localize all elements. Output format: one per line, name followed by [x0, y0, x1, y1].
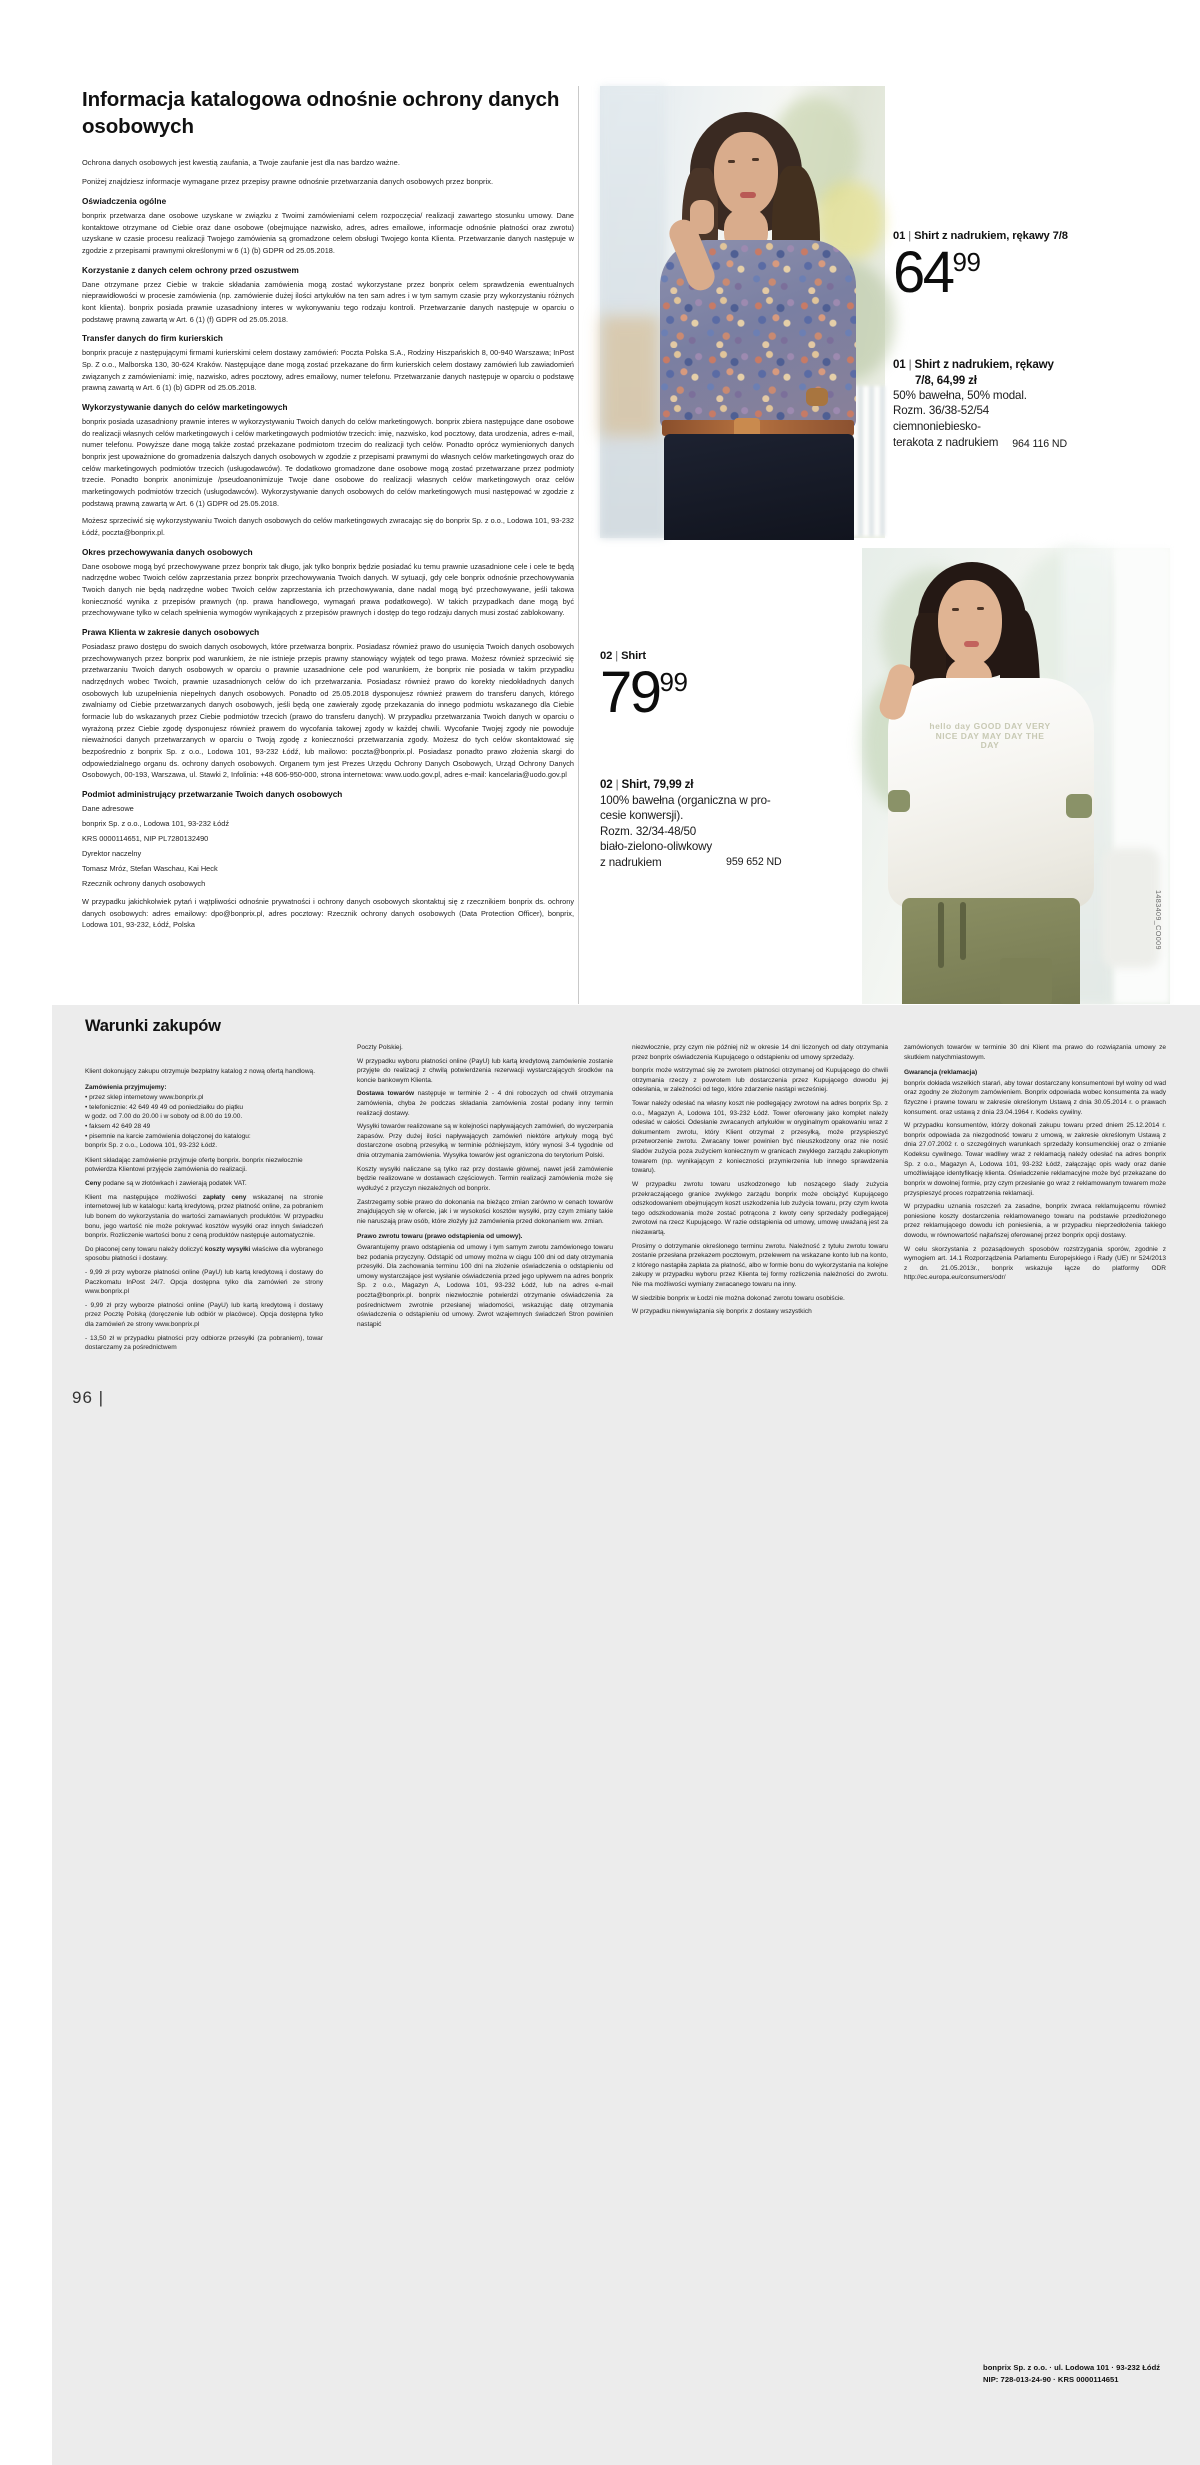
- product-1-article-number: 964 116 ND: [1012, 438, 1068, 451]
- prices-bold: Ceny: [85, 1180, 102, 1188]
- terms-section: [52, 1005, 1200, 2465]
- product-1-desc-title: Shirt z nadrukiem, rękawy: [914, 358, 1054, 372]
- privacy-body-rights: Posiadasz prawo dostępu do swoich danych osobowych, które przetwarza bonprix. Posiadasz również prawo do usunięcia Twoich danych osobowych przechowywanych przez bonprix pod warunkiem, że nie istnieje przepis prawny stanowiący wyjątek od tego prawa. Możesz również sprzeciwić się przetwarzaniu Twoich danych osobowych w oparciu o prawnie uzasadnione cele pod warunkiem, że bonprix nie posiada w takim przypadku nadrzędnych wobec Twoich, prawnie uzasadnionych celów do ich przetwarzania. Posiadasz również prawo do korekty niedokładnych danych osobowych lub uzupełnienia niepełnych danych osobowych. Ponadto od 25.05.2018 dysponujesz również prawem do transferu danych, którego zwalniamy od Ciebie przetwarzanych danych osobowych, jeśli będą one zawierały zgodę przekazania do innego podmiotu wskazanego dla Ciebie formacie lub do wskazanych przez Ciebie podmiotów trzecich (prawo do transferu danych). W przypadku przetwarzania Twoich danych w oparciu o wyrażoną przez Ciebie zgodę dysponujesz również prawem do wycofania takowej zgody w każdej chwili. Wycofanie Twojej zgody nie powoduje nieważności danych przetwarzanych w oparciu o Twoją zgodę z konieczności przetwarzania zgody. Możesz do tych celów skontaktować się bezpośrednio z bonprix Sp. z o.o., Lodowa 101, 93-232 Łódź, lub mailowo: poczta@bonprix.pl. Posiadasz ponadto prawo złożenia skargi do odpowiedzialnego organu ds. ochrony danych osobowych. Organem tym jest Prezes Urzędu Ochrony Danych Osobowych, Urząd Ochrony Danych Osobowych, 00-193, Warszawa, ul. Stawki 2, Infolinia: +48 606-950-000, strona internetowa: www.uodo.gov.pl, adres e-mail: kancelaria@uodo.gov.pl: [82, 642, 574, 780]
- company-address: bonprix Sp. z o.o. · ul. Lodowa 101 · 93-232 Łódź: [983, 2363, 1161, 2372]
- product-2-desc-title: Shirt, 79,99 zł: [621, 778, 694, 792]
- product-2-desc-separator: |: [615, 778, 619, 792]
- product-1-price-zloty: 64: [893, 240, 953, 305]
- delivery-paragraph-3: Koszty wysyłki naliczane są tylko raz przy dostawie głównej, nawet jeśli zamówienie będzie realizowane w dostawach częściowych. Termin realizacji zamówienia może się wydłużyć z przyczyn niezależnych od bonprix.: [357, 1165, 613, 1192]
- payment-paragraph: [85, 1193, 323, 1241]
- warranty-paragraph-4: W celu skorzystania z pozasądowych sposobów rozstrzygania sporów, zgodnie z wymogiem art. 14.1 Rozporządzenia Parlamentu Europejskiego i Rady (UE) nr 524/2013 z dn. 21.05.2013r., bonprix wskazuje łącze do platformy ODR http://ec.europa.eu/consumers/odr/: [904, 1245, 1166, 1282]
- product-2-shirt-print: hello day GOOD DAY VERY NICE DAY MAY DAY THE DAY: [929, 721, 1051, 751]
- product-1-photo: [600, 86, 885, 538]
- product-2-sizes: Rozm. 32/34-48/50: [600, 824, 697, 838]
- product-2-name: Shirt: [621, 650, 647, 662]
- controller-line-6: Rzecznik ochrony danych osobowych: [82, 878, 206, 888]
- product-1-desc-separator: |: [908, 358, 912, 372]
- terms-column-4: [904, 1043, 1166, 1287]
- shipping-option-1: - 9,99 zł przy wyborze płatności online (PayU) lub kartą kredytową i dostawy do Paczkomatu InPost 24/7. Opcja dostępna tylko dla zamówień ze strony www.bonprix.pl: [85, 1268, 323, 1296]
- privacy-heading-general: Oświadczenia ogólne: [82, 196, 167, 206]
- controller-line-1: Dane adresowe: [82, 804, 134, 814]
- product-2-separator: |: [615, 650, 619, 662]
- orders-item-4b: bonprix Sp. z o.o., Lodowa 101, 93-232 Łódź.: [85, 1142, 218, 1150]
- shipping-part-c: właściwe dla wybranego sposobu płatności i dostawy.: [85, 1245, 323, 1263]
- product-2-material-2: cesie konwersji).: [600, 809, 684, 823]
- returns-body: Gwarantujemy prawo odstąpienia od umowy i tym samym zwrotu zamówionego towaru bez podania przyczyny. Odstąpić od umowy można w ciągu 100 dni od daty otrzymania przesyłki. Dla zachowania terminu 100 dni na złożenie oświadczenia o odstąpieniu od umowy wystarczające jest wysłanie oświadczenia przed jego upływem na adres bonprix Sp. z o.o., Magazyn A, Lodowa 101, 93-232 Łódź, lub na adres e-mail poczta@bonprix.pl. bonprix niezwłocznie potwierdzi otrzymanie oświadczenia za pośrednictwem zwrotnie przesłanej wiadomości, wskazując datę otrzymania oświadczenia o odstąpieniu od umowy. Zwrot wzajemnych świadczeń Stron powinien nastąpić: [357, 1243, 613, 1328]
- shipping-option-3: - 13,50 zł w przypadku płatności przy odbiorze przesyłki (za pobraniem), towar dostarczamy za pośrednictwem: [85, 1334, 323, 1352]
- product-2-description: [600, 777, 865, 870]
- orders-item-3: • faksem 42 649 28 49: [85, 1123, 151, 1131]
- product-1-index: 01: [893, 230, 906, 242]
- product-1-price-cents: 99: [952, 247, 981, 277]
- terms-column-1: [85, 1067, 323, 1357]
- privacy-heading-marketing: Wykorzystywanie danych do celów marketingowych: [82, 402, 288, 412]
- product-2-price-zloty: 79: [600, 660, 660, 725]
- col4-paragraph-0: zamówionych towarów w terminie 30 dni Klient ma prawo do rozwiązania umowy ze skutkiem natychmiastowym.: [904, 1044, 1166, 1061]
- orders-item-4: • pisemnie na karcie zamówienia dołączonej do katalogu:: [85, 1132, 251, 1140]
- privacy-information-column: [82, 86, 574, 937]
- product-2-info: [600, 650, 865, 870]
- product-2-material-1: 100% bawełna (organiczna w pro-: [600, 793, 771, 807]
- shipping-cost-paragraph: [85, 1245, 323, 1264]
- col3-paragraph-2: bonprix może wstrzymać się ze zwrotem płatności otrzymanej od Kupującego do chwili otrzymania rzeczy z powrotem lub dostarczenia przez Kupującego dowodu jej odesłania, w zależności od tego, które zdarzenie nastąpi wcześniej.: [632, 1067, 888, 1094]
- privacy-lead-1: Ochrona danych osobowych jest kwestią zaufania, a Twoje zaufanie jest dla nas bardzo ważne.: [82, 157, 400, 167]
- privacy-closing: W przypadku jakichkolwiek pytań i wątpliwości odnośnie prywatności i ochrony danych osobowych skontaktuj się z rzecznikiem bonprix ds. ochrony danych osobowych: adres emailowy: dpo@bonprix.pl, adres pocztowy: Rzecznik ochrony danych osobowych (Data Protection Officer), bonprix, Lodowa 101, 93-232, Łódź, Polska: [82, 896, 574, 930]
- product-1-name: Shirt z nadrukiem, rękawy 7/8: [914, 230, 1068, 242]
- company-registration: NIP: 728-013-24-90 · KRS 0000114651: [983, 2374, 1119, 2384]
- product-1-material: 50% bawełna, 50% modal.: [893, 388, 1027, 402]
- delivery-paragraph-4: Zastrzegamy sobie prawo do dokonania na bieżąco zmian zarówno w cenach towarów znajdujących się w ofercie, jak i w wysokości kosztów wysyłki, przy czym zmiany takie nie naruszają praw osób, które złożyły już zamówienia przed dokonaniem ww. zmian.: [357, 1198, 613, 1225]
- privacy-heading-courier: Transfer danych do firm kurierskich: [82, 334, 223, 344]
- page-number: 96 |: [72, 1388, 105, 1407]
- terms-column-3: [632, 1043, 888, 1321]
- payment-bold: zapłaty ceny: [202, 1193, 247, 1201]
- product-1-color-2: terakota z nadrukiem: [893, 435, 999, 449]
- product-2-article-number: 959 652 ND: [726, 856, 782, 869]
- delivery-rest: następuje w terminie 2 - 4 dni roboczych od chwili otrzymania zamówienia, chyba że podczas składania zamówienia został podany inny termin realizacji dostawy.: [357, 1090, 613, 1117]
- returns-heading: Prawo zwrotu towaru (prawo odstąpienia od umowy).: [357, 1233, 523, 1241]
- terms-column-2: [357, 1043, 613, 1333]
- product-2-photo: [862, 548, 1170, 1004]
- shipping-bold: koszty wysyłki: [204, 1245, 251, 1253]
- product-2-color-1: biało-zielono-oliwkowy: [600, 840, 713, 854]
- privacy-heading-retention: Okres przechowywania danych osobowych: [82, 547, 253, 557]
- top-section: [0, 0, 1200, 1005]
- controller-line-4: Dyrektor naczelny: [82, 848, 142, 858]
- warranty-paragraph-3: W przypadku uznania roszczeń za zasadne, bonprix zwraca reklamującemu również poniesione koszty dostarczenia reklamowanego towaru na podstawie przedłożonego przez reklamującego dowodu ich poniesienia, a w przypadku nieprzedłożenia takiego dowodu, w równowartość najtańszej oferowanej przez bonprix opcji dostawy.: [904, 1203, 1166, 1239]
- product-1-price: [893, 240, 1183, 305]
- controller-line-2: bonprix Sp. z o.o., Lodowa 101, 93-232 Łódź: [82, 819, 230, 829]
- print-code: 1483409_CO009: [1154, 890, 1163, 950]
- product-1-desc-title-2: 7/8, 64,99 zł: [915, 373, 977, 387]
- shipping-option-2: - 9,99 zł przy wyborze płatności online (PayU) lub kartą kredytową i dostawy przez Pocztę Polską (doręczenie lub odbiór w placówce). Opcja dostępna tylko dla zamówień ze strony www.bonprix.pl: [85, 1301, 323, 1329]
- delivery-paragraph-1: [357, 1089, 613, 1118]
- privacy-lead-2: Poniżej znajdziesz informacje wymagane przez przepisy prawne odnośnie przetwarzania danych osobowych przez bonprix.: [82, 176, 494, 186]
- product-1-info: [893, 230, 1183, 450]
- privacy-objection: Możesz sprzeciwić się wykorzystywaniu Twoich danych osobowych do celów marketingowych zwracając się do bonprix Sp. z o.o., Lodowa 101, 93-232 Łódź, poczta@bonprix.pl.: [82, 516, 574, 538]
- product-1-description: [893, 357, 1183, 450]
- orders-item-2b: w godz. od 7.00 do 20.00 i w soboty od 8.00 do 19.00.: [85, 1113, 243, 1121]
- warranty-paragraph-1: bonprix dokłada wszelkich starań, aby towar dostarczany konsumentowi był wolny od wad oraz zgodny ze złożonym zamówieniem. Bonprix odpowiada wobec konsumenta za wady fizyczne i prawne towaru w zakresie określonym Ustawą z dnia 30.05.2014 r. o prawach konsument. oraz ustawą z dnia 23.04.1964 r. Kodeks cywilny.: [904, 1079, 1166, 1116]
- product-1-color-1: ciemnoniebiesko-: [893, 420, 981, 434]
- col3-paragraph-4: W przypadku zwrotu towaru uszkodzonego lub noszącego ślady zużycia przekraczającego granice zwykłego zarządu bonprix może obciążyć Kupującego odszkodowaniem obejmującym koszt uszkodzenia lub zużycia towaru, przy czym kwota tego odszkodowania może zostać potrącona z kwoty ceny sprzedaży podlegającej zwrotowi na rzecz Kupującego. W razie odstąpienia od umowy, umowę uważaną jest za niezawartą.: [632, 1180, 888, 1236]
- col3-paragraph-3: Towar należy odesłać na własny koszt nie podlegający zwrotowi na adres bonprix Sp. z o.o., Magazyn A, Lodowa 101, 93-232 Łódź. Tower oferowany jako komplet należy odesłać w całości. Odesłanie zwracanych artykułów w oryginalnym opakowaniu wraz z dokumentem zwrotu, który Klient otrzymał z przesyłką, może przyspieszyć przetworzenie zwrotu. Zwracany tower powinien być nieuszkodzony oraz nie nosić śladów zużycia poza zużyciem koniecznym w granicach zwykłego zarządu zakupionym towarem (np. wynikającym z konieczności przymierzenia lub innego sprawdzenia towaru).: [632, 1100, 888, 1175]
- col3-paragraph-5: Prosimy o dotrzymanie określonego terminu zwrotu. Należność z tytułu zwrotu towaru zostanie przesłana przekazem pocztowym, przelewem na wskazane konto lub na konto, z którego nastąpiła zapłata za płatność, albo w formie bonu do wykorzystania na kolejne zakupy w przypadku wyboru przez Klienta tej formy rozliczenia należności do zwrotu. Nie ma możliwości wymiany zwracanego towaru na inny.: [632, 1242, 888, 1289]
- privacy-heading-rights: Prawa Klienta w zakresie danych osobowych: [82, 628, 260, 638]
- col3-paragraph-1: niezwłocznie, przy czym nie później niż w okresie 14 dni liczonych od daty otrzymania przez bonprix oświadczenia Kupującego o odstąpieniu od umowy sprzedaży.: [632, 1044, 888, 1061]
- warranty-paragraph-2: W przypadku konsumentów, którzy dokonali zakupu towaru przed dniem 25.12.2014 r. bonprix odpowiada za niezgodność towaru z umową, w zakresie określonym Ustawą z dnia 27.07.2002 r. o szczególnych warunkach sprzedaży konsumenckiej oraz o zmianie Kodeksu cywilnego. Towar wadliwy wraz z reklamacją należy odesłać na adres bonprix Sp. z o.o., Magazyn A, Lodowa 101, 93-232 Łódź, załączając opis wady oraz danie umożliwiające identyfikację klienta. Oświadczenie reklamacyjne może być przekazane do bonprix w dowolnej formie, przy czym przesłanie go wraz z reklamowanym towarem może przyspieszyć proces rozpatrzenia reklamacji.: [904, 1122, 1166, 1197]
- delivery-paragraph-2: Wysyłki towarów realizowane są w kolejności napływających zamówień, do wyczerpania zapasów. Przy dużej ilości napływających zamówień niektóre artykuły mogą być dostarczone osobną przesyłką w terminie późniejszym, który wynosi 3-4 tygodnie od dnia otrzymania zamówienia. Wysyłka towarów jest ograniczona do terytorium Polski.: [357, 1123, 613, 1160]
- orders-item-2: • telefonicznie: 42 649 49 49 od poniedziałku do piątku: [85, 1103, 244, 1111]
- privacy-body-courier: bonprix pracuje z następującymi firmami kurierskimi celem dostawy zamówień: Poczta Polska S.A., Rodziny Hiszpańskich 8, 00-940 Warszawa; InPost Sp. Z o.o., Malborska 130, 30-624 Kraków. Następujące dane mogą zostać przekazane do firm kurierskich celem dostawy zamówień lub zawiadomień związanych z zamówieniami: imię, nazwisko, adres pocztowy, adres emailowy, numer telefonu. Przetwarzanie danych następuje w oparciu o podstawę prawną zawartą w Art. 6 (1) (b) GDPR od 25.05.2018.: [82, 348, 574, 393]
- shipping-part-a: Do płaconej ceny towaru należy doliczyć: [85, 1245, 205, 1253]
- controller-line-3: KRS 0000114651, NIP PL7280132490: [82, 834, 209, 844]
- privacy-body-general: bonprix przetwarza dane osobowe uzyskane w związku z Twoimi zamówieniami celem rozpoczęcia/ realizacji zawartego stosunku umowy. Dane kontaktowe otrzymane od Ciebie oraz dane osobowe (obejmujące nazwisko, adres, adres emailowe, informacje odnośnie płatności oraz zwrotu) uzyskane w czasie procesu realizacji Twojego zamówienia są gromadzone celem obsługi Twojego konta Klienta. Przetwarzanie danych następuje w zgodzie z przepisami prawnymi określonymi w 6 (1) (b) GDPR od 25.05.2018.: [82, 210, 574, 255]
- product-2-index: 02: [600, 650, 613, 662]
- online-payment-paragraph: W przypadku wyboru płatności online (PayU) lub kartą kredytową zamówienie zostanie przyjęte do realizacji z chwilą potwierdzenia rezerwacji wystarczających środków na koncie bankowym Klienta.: [357, 1057, 613, 1084]
- col3-paragraph-6: W siedzibie bonprix w Łodzi nie można dokonać zwrotu towaru osobiście.: [632, 1294, 845, 1302]
- terms-title: Warunki zakupów: [85, 1017, 221, 1035]
- product-1-sizes: Rozm. 36/38-52/54: [893, 404, 990, 418]
- payment-part-c: wskazanej na stronie internetowej lub w katalogu: kartą kredytową, przez płatność online, za pobraniem lub bonem do wykorzystania do wartości zamawianych produktów. W przypadku bonu, jego wartość nie może pokrywać kosztów wysyłki oraz innych świadczeń bonprix. Rozliczenie wartości bonu z ceną produktów następuje automatycznie.: [85, 1193, 324, 1240]
- product-2-desc-heading: [600, 777, 865, 792]
- company-footer: [983, 2362, 1160, 2386]
- privacy-body-marketing: bonprix posiada uzasadniony prawnie interes w wykorzystywaniu Twoich danych do celów marketingowych. bonprix zbiera następujące dane osobowe do realizacji własnych celów marketingowych i celów marketingowych podmiotów trzecich: imię, nazwisko, kod pocztowy, data urodzenia, adres e-mail, numer telefonu. Powyższe dane mogą także zostać przekazane podmiotom trzecim do realizacji tych celów. Ponadto oprócz wymienionych danych bonprix jest upoważnione do gromadzenia dalszych danych osobowych w zgodzie z przepisami prawnymi do własnych celów marketingowych oraz do celów marketingowych podmiotów trzecich (usługodawców). Te dodatkowo gromadzone dane osobowe mogą zostać przetwarzane przez podmioty trzecie. Ponadto bonprix anonimizuje /pseudoanonimizuje Twoje dane osobowe do realizacji własnych celów marketingowych oraz celów marketingowych podmiotów trzecich (usługodawców). Wykorzystywanie danych osobowych do celów marketingowych musi następować w zgodzie z podstawą prawną zawartą w Art. 6 (1) GDPR od 25.05.2018.: [82, 416, 574, 508]
- prices-rest: podane są w złotówkach i zawierają podatek VAT.: [101, 1180, 247, 1188]
- product-2-price-cents: 99: [659, 667, 688, 697]
- privacy-body-fraud: Dane otrzymane przez Ciebie w trakcie składania zamówienia mogą zostać wykorzystane przez bonprix celem sprawdzenia ewentualnych nieprawidłowości w procesie zamówienia (np. zamówienie dużej ilości artykułów na ten sam adres i w tym samym czasie przy wykorzystaniu różnych kont klienta). bonprix posiada prawnie uzasadniony interes w wykonywaniu tego rodzaju kontroli. Przetwarzanie danych następuje w oparciu o podstawę prawną zawartą w Art. 6 (1) (f) GDPR od 25.05.2018.: [82, 279, 574, 324]
- product-2-price: [600, 660, 865, 725]
- payment-part-a: Klient ma następujące możliwości: [85, 1193, 203, 1201]
- privacy-heading-controller: Podmiot administrujący przetwarzanie Twoich danych osobowych: [82, 790, 343, 800]
- product-1-separator: |: [908, 230, 912, 242]
- orders-item-1: • przez sklep internetowy www.bonprix.pl: [85, 1094, 204, 1102]
- product-1-desc-index: 01: [893, 358, 906, 372]
- product-2-desc-index: 02: [600, 778, 613, 792]
- product-2-color-2: z nadrukiem: [600, 855, 662, 869]
- prices-paragraph: [85, 1179, 323, 1189]
- page-title: Informacja katalogowa odnośnie ochrony danych osobowych: [82, 88, 560, 139]
- column-divider: [578, 86, 579, 1004]
- orders-heading: Zamówienia przyjmujemy:: [85, 1083, 167, 1091]
- delivery-bold: Dostawa towarów: [357, 1090, 415, 1098]
- offer-paragraph: Klient składając zamówienie przyjmuje ofertę bonprix. bonprix niezwłocznie potwierdza Klientowi przyjęcie zamówienia do realizacji.: [85, 1156, 303, 1174]
- privacy-heading-fraud: Korzystanie z danych celem ochrony przed oszustwem: [82, 265, 299, 275]
- warranty-heading: Gwarancja (reklamacja): [904, 1069, 978, 1077]
- controller-line-5: Tomasz Mróz, Stefan Waschau, Kai Heck: [82, 863, 218, 873]
- col3-paragraph-7: W przypadku niewywiązania się bonprix z dostawy wszystkich: [632, 1308, 812, 1316]
- col2-continuation: Poczty Polskiej.: [357, 1044, 403, 1051]
- terms-intro: Klient dokonujący zakupu otrzymuje bezpłatny katalog z nową ofertą handlową.: [85, 1068, 316, 1075]
- privacy-body-retention: Dane osobowe mogą być przechowywane przez bonprix tak długo, jak tylko bonprix będzie posiadać ku temu prawnie uzasadnione cele i cele te będą nadrzędne wobec Twoich celów zaprzestania przez bonprix przechowywania Twoich danych. W sytuacji, gdy cele bonprix odnośnie przechowywania Twoich danych nie będą nadrzędne wobec Twoich celów zaprzestania ich przechowywania, dane nadal mogą być przechowywane, jeśli takowa konieczność wynika z przepisów prawnych (np. prawa handlowego, wymagań prawa podatkowego). W takich przypadkach dane mogą być przechowywane tylko w celach spełnienia wymogów wynikających z przepisów prawnych i dostęp do tego rodzaju danych musi zostać zablokowany.: [82, 561, 574, 618]
- product-1-desc-heading: [893, 357, 1183, 388]
